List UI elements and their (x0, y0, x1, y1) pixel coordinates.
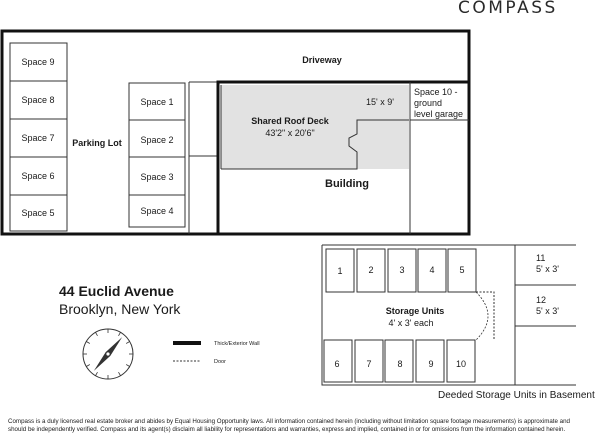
deck-small-size: 15' x 9' (366, 97, 394, 107)
address-city: Brooklyn, New York (59, 301, 181, 317)
unit-12-num: 12 (536, 295, 547, 305)
legend (173, 341, 260, 365)
space-7-label: Space 7 (21, 133, 55, 143)
roof-deck-title: Shared Roof Deck (251, 116, 329, 126)
right-spaces-group (129, 83, 185, 227)
unit-12-size: 5' x 3' (536, 306, 559, 316)
space-1-label: Space 1 (140, 97, 174, 107)
left-spaces-group (10, 43, 67, 231)
legend-wall-swatch (173, 341, 201, 345)
storage-each-size: 4' x 3' each (388, 318, 434, 328)
unit-11-size: 5' x 3' (536, 264, 559, 274)
parking-lot-label: Parking Lot (72, 138, 122, 148)
legend-wall-label: Thick/Exterior Wall (214, 341, 260, 347)
storage-title: Storage Units (385, 306, 445, 316)
space-2-label: Space 2 (140, 135, 174, 145)
building-label: Building (325, 178, 369, 190)
space-10-line-2: ground (414, 98, 443, 108)
disclaimer-line-1: Compass is a duly licensed real estate broker and abides by Equal Housing Opportunity laws. All information contained herein (including without limitation square footage measurements) is approximate and (8, 418, 570, 425)
roof-deck-size: 43'2" x 20'6" (265, 128, 315, 138)
disclaimer-line-2: should be independently verified. Compass and its agent(s) disclaim all liability for representations and warranties, express and implied, contained in or for omissions from the information contained herein. (8, 426, 566, 433)
legend-door-label: Door (214, 359, 226, 365)
storage-door (476, 292, 494, 340)
compass-logo: COMPASS (458, 0, 558, 18)
space-4-label: Space 4 (140, 206, 174, 216)
unit-10-label: 10 (455, 359, 467, 369)
unit-8-label: 8 (397, 359, 403, 369)
storage-door-swing (476, 292, 488, 340)
unit-5-label: 5 (459, 265, 465, 275)
unit-3-label: 3 (399, 265, 405, 275)
address-street: 44 Euclid Avenue (59, 283, 174, 299)
space-8-label: Space 8 (21, 95, 55, 105)
space-5-label: Space 5 (21, 208, 55, 218)
space-9-label: Space 9 (21, 57, 55, 67)
unit-2-label: 2 (368, 265, 374, 275)
unit-7-label: 7 (366, 359, 372, 369)
compass-rose-icon (83, 329, 133, 379)
unit-6-label: 6 (334, 359, 340, 369)
space-10-line-3: level garage (414, 109, 464, 119)
disclaimer (8, 418, 574, 434)
unit-9-label: 9 (428, 359, 434, 369)
unit-1-label: 1 (337, 266, 343, 276)
driveway-label: Driveway (302, 55, 342, 65)
space-6-label: Space 6 (21, 171, 55, 181)
space-3-label: Space 3 (140, 172, 174, 182)
unit-11-num: 11 (536, 253, 546, 263)
storage-plan (322, 245, 576, 385)
storage-caption: Deeded Storage Units in Basement (438, 390, 595, 401)
unit-4-label: 4 (429, 265, 435, 275)
space-10-line-1: Space 10 - (414, 87, 458, 97)
